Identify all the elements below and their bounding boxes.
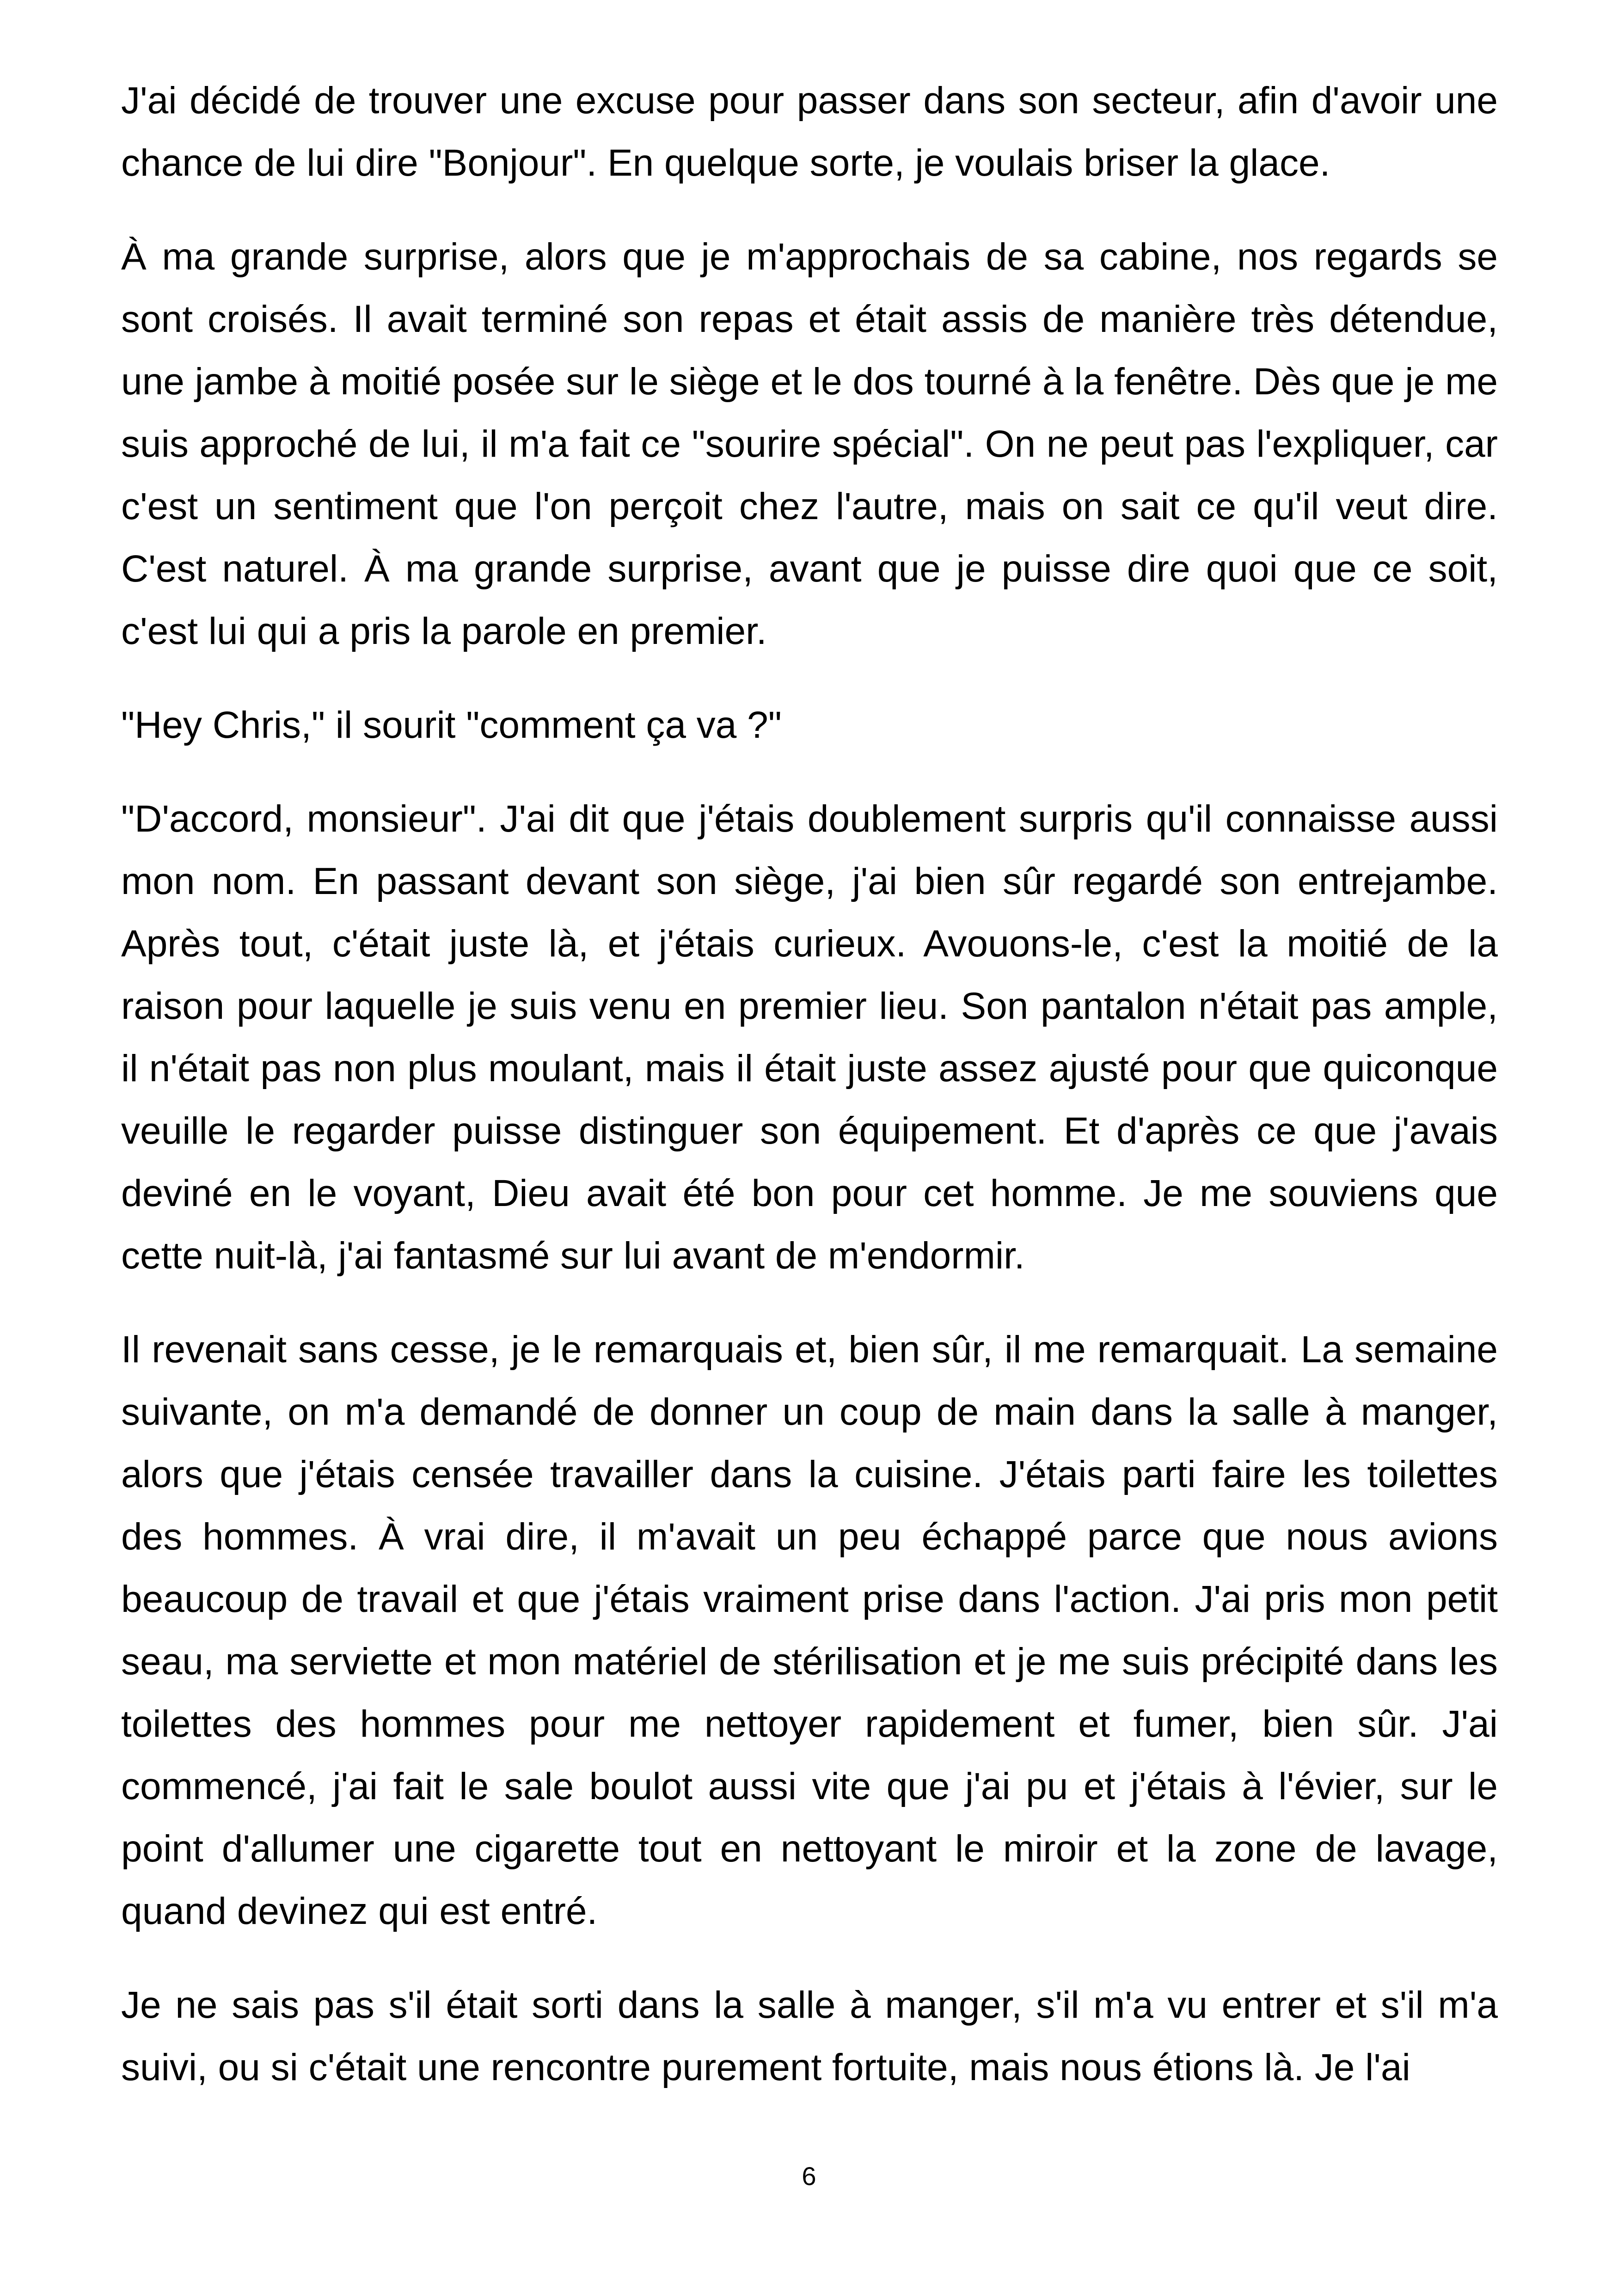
paragraph-4: "D'accord, monsieur". J'ai dit que j'étais doublement surpris qu'il connaisse aussi mon nom. En passant devant son siège, j'ai bien sûr regardé son entrejambe. Après tout, c'était juste là, et j'étais curieux. Avouons-le, c'est la moitié de la raison pour laquelle je suis venu en premier lieu. Son pantalon n'était pas ample, il n'était pas non plus moulant, mais il était juste assez ajusté pour que quiconque veuille le regarder puisse distinguer son équipement. Et d'après ce que j'avais deviné en le voyant, Dieu avait été bon pour cet homme. Je me souviens que cette nuit-là, j'ai fantasmé sur lui avant de m'endormir. [121,798,1498,1277]
page-number: 6 [802,2161,816,2191]
body-text [121,69,1498,2130]
paragraph-1: J'ai décidé de trouver une excuse pour passer dans son secteur, afin d'avoir une chance de lui dire "Bonjour". En quelque sorte, je voulais briser la glace. [121,80,1498,184]
paragraph-2: À ma grande surprise, alors que je m'approchais de sa cabine, nos regards se sont croisés. Il avait terminé son repas et était assis de manière très détendue, une jambe à moitié posée sur le siège et le dos tourné à la fenêtre. Dès que je me suis approché de lui, il m'a fait ce "sourire spécial". On ne peut pas l'expliquer, car c'est un sentiment que l'on perçoit chez l'autre, mais on sait ce qu'il veut dire. C'est naturel. À ma grande surprise, avant que je puisse dire quoi que ce soit, c'est lui qui a pris la parole en premier. [121,236,1498,652]
paragraph-6: Je ne sais pas s'il était sorti dans la salle à manger, s'il m'a vu entrer et s'il m'a suivi, ou si c'était une rencontre purement fortuite, mais nous étions là. Je l'ai [121,1984,1498,2088]
paragraph-3: "Hey Chris," il sourit "comment ça va ?" [121,704,782,746]
paragraph-5: Il revenait sans cesse, je le remarquais et, bien sûr, il me remarquait. La semaine suivante, on m'a demandé de donner un coup de main dans la salle à manger, alors que j'étais censée travailler dans la cuisine. J'étais parti faire les toilettes des hommes. À vrai dire, il m'avait un peu échappé parce que nous avions beaucoup de travail et que j'étais vraiment prise dans l'action. J'ai pris mon petit seau, ma serviette et mon matériel de stérilisation et je me suis précipité dans les toilettes des hommes pour me nettoyer rapidement et fumer, bien sûr. J'ai commencé, j'ai fait le sale boulot aussi vite que j'ai pu et j'étais à l'évier, sur le point d'allumer une cigarette tout en nettoyant le miroir et la zone de lavage, quand devinez qui est entré. [121,1329,1498,1932]
